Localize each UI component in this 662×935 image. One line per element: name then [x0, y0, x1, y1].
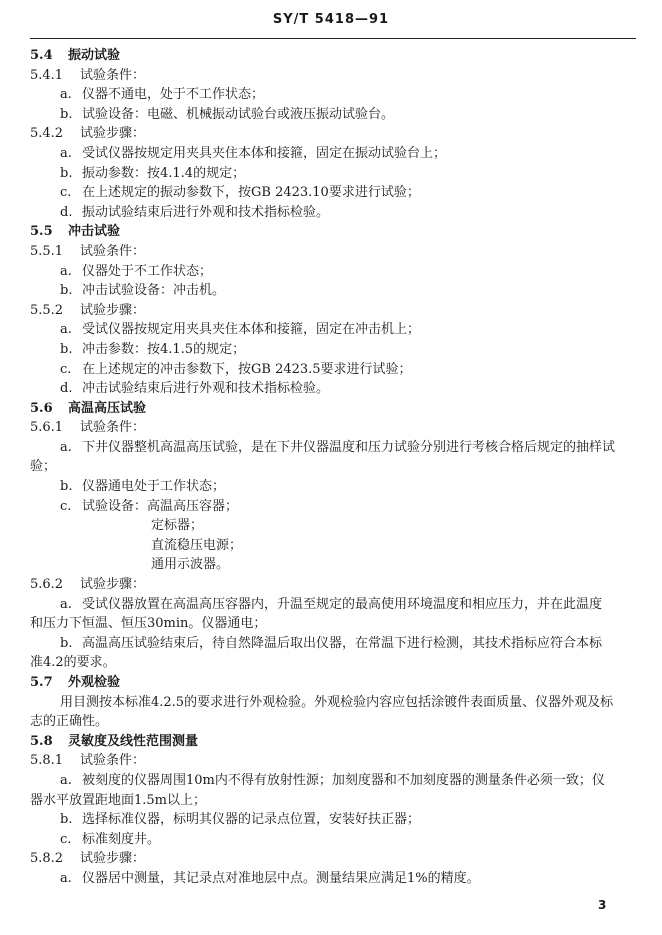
subsection-heading [30, 242, 636, 262]
equipment-item: 定标器； [151, 518, 204, 534]
clause-number: 5.5.1 [30, 243, 64, 259]
list-item-label: b. [60, 635, 73, 651]
list-item-label: b. [60, 283, 73, 299]
clause-title: 冲击试验 [68, 224, 121, 240]
list-item [30, 810, 636, 830]
section-heading [30, 46, 636, 66]
list-item-text: 受试仪器放置在高温高压容器内，升温至规定的最高使用环境温度和相应压力，并在此温度 [82, 596, 603, 612]
continuation-text: 志的正确性。 [30, 714, 109, 730]
clause-number: 5.4.2 [30, 126, 64, 142]
list-item-text: 受试仪器按规定用夹具夹住本体和接箍，固定在振动试验台上； [82, 145, 447, 161]
list-item-label: a. [60, 870, 72, 886]
list-item-text: 高温高压试验结束后，待自然降温后取出仪器，在常温下进行检测，其技术指标应符合本标 [82, 635, 603, 651]
list-item [30, 477, 636, 497]
list-item-text: 冲击试验设备：冲击机。 [82, 283, 226, 299]
subsection-heading [30, 124, 636, 144]
list-item [30, 360, 636, 380]
list-item [30, 164, 636, 184]
equipment-item: 直流稳压电源； [151, 537, 243, 553]
clause-title: 试验步骤： [80, 126, 146, 142]
list-item-text: 冲击参数：按4.1.5的规定； [82, 341, 246, 357]
list-item-label: b. [60, 341, 73, 357]
section-heading [30, 222, 636, 242]
paragraph-text: 用目测按本标准4.2.5的要求进行外观检验。外观检验内容应包括涂镀件表面质量、仪器外观及标 [60, 694, 614, 710]
list-item [30, 281, 636, 301]
list-item-label: a. [60, 145, 72, 161]
continuation-text: 和压力下恒温、恒压30min。仪器通电； [30, 616, 267, 632]
clause-title: 试验条件： [80, 420, 146, 436]
clause-title: 外观检验 [68, 675, 121, 690]
clause-number: 5.8.2 [30, 851, 64, 867]
section-heading [30, 399, 636, 419]
list-item-label: b. [60, 165, 73, 181]
list-item-label: c. [60, 831, 72, 847]
section-heading [30, 732, 636, 752]
clause-title: 高温高压试验 [68, 400, 147, 416]
subsection-heading [30, 751, 636, 771]
list-item-label: a. [60, 322, 72, 338]
clause-title: 试验步骤： [80, 577, 146, 593]
continuation-text: 准4.2的要求。 [30, 655, 116, 671]
list-item-text: 仪器不通电，处于不工作状态； [82, 87, 265, 103]
list-item [30, 771, 636, 791]
clause-number: 5.5.2 [30, 302, 64, 318]
list-item-text: 仪器处于不工作状态； [82, 263, 213, 279]
list-item [30, 379, 636, 399]
list-item-label: d. [60, 204, 73, 220]
list-item [30, 144, 636, 164]
list-item-label: a. [60, 439, 72, 455]
list-item [30, 183, 636, 203]
list-item [30, 340, 636, 360]
equipment-item: 通用示波器。 [151, 557, 230, 573]
list-item [30, 203, 636, 223]
list-item-text: 受试仪器按规定用夹具夹住本体和接箍，固定在冲击机上； [82, 322, 421, 338]
clause-number: 5.4 [30, 48, 53, 63]
clause-number: 5.6.2 [30, 577, 64, 593]
list-item-label: b. [60, 106, 73, 122]
clause-title: 试验步骤： [80, 851, 146, 867]
list-item [30, 320, 636, 340]
clause-number: 5.8 [30, 733, 53, 749]
clause-title: 振动试验 [68, 48, 121, 63]
subsection-heading [30, 575, 636, 595]
list-item-text: 选择标准仪器，标明其仪器的记录点位置，安装好扶正器； [82, 812, 421, 828]
clause-number: 5.7 [30, 675, 53, 690]
list-item-label: c. [60, 185, 72, 201]
list-item-text: 下井仪器整机高温高压试验，是在下井仪器温度和压力试验分别进行考核合格后规定的抽样试 [82, 439, 616, 455]
list-item-label: b. [60, 479, 73, 495]
list-item-text: 在上述规定的冲击参数下，按GB 2423.5要求进行试验； [82, 361, 412, 377]
subsection-heading [30, 418, 636, 438]
list-item-label: a. [60, 596, 72, 612]
clause-title: 试验条件： [80, 753, 146, 769]
list-item-label: b. [60, 812, 73, 828]
list-item [30, 497, 636, 517]
list-item-text: 被刻度的仪器周围10m内不得有放射性源；加刻度器和不加刻度器的测量条件必须一致；仪 [82, 772, 605, 788]
clause-number: 5.8.1 [30, 753, 64, 769]
list-item-text: 冲击试验结束后进行外观和技术指标检验。 [82, 381, 330, 397]
section-heading [30, 673, 636, 693]
list-item [30, 830, 636, 850]
clause-number: 5.4.1 [30, 67, 64, 83]
subsection-heading [30, 301, 636, 321]
clause-number: 5.6 [30, 400, 53, 416]
list-item-text: 仪器通电处于工作状态； [82, 479, 226, 495]
list-item-label: a. [60, 263, 72, 279]
subsection-heading [30, 849, 636, 869]
clause-title: 试验条件： [80, 243, 146, 259]
list-item-label: a. [60, 87, 72, 103]
list-item-text: 试验设备：高温高压容器； [82, 498, 239, 514]
list-item [30, 262, 636, 282]
clause-title: 试验步骤： [80, 302, 146, 318]
list-item-text: 仪器居中测量，其记录点对准地层中点。测量结果应满足1%的精度。 [82, 870, 480, 886]
document-body [30, 46, 636, 889]
list-item [30, 869, 636, 889]
page-number: 3 [598, 898, 607, 912]
list-item-text: 试验设备：电磁、机械振动试验台或液压振动试验台。 [82, 106, 395, 122]
document-header: SY/T 5418—91 [272, 12, 390, 27]
clause-title: 灵敏度及线性范围测量 [68, 733, 199, 749]
list-item [30, 438, 636, 458]
list-item-label: c. [60, 361, 72, 377]
clause-number: 5.6.1 [30, 420, 64, 436]
header-rule [30, 38, 636, 39]
clause-title: 试验条件： [80, 67, 146, 83]
list-item [30, 634, 636, 654]
list-item [30, 595, 636, 615]
list-item [30, 85, 636, 105]
list-item-text: 在上述规定的振动参数下，按GB 2423.10要求进行试验； [82, 185, 420, 201]
list-item-text: 振动试验结束后进行外观和技术指标检验。 [82, 204, 330, 220]
list-item-label: c. [60, 498, 72, 514]
list-item-text: 标准刻度井。 [82, 831, 161, 847]
list-item [30, 105, 636, 125]
list-item-label: a. [60, 772, 72, 788]
continuation-text: 器水平放置距地面1.5m以上； [30, 792, 207, 808]
list-item-label: d. [60, 381, 73, 397]
clause-number: 5.5 [30, 224, 53, 240]
list-item-text: 振动参数：按4.1.4的规定； [82, 165, 246, 181]
subsection-heading [30, 66, 636, 86]
continuation-text: 验； [30, 459, 57, 475]
